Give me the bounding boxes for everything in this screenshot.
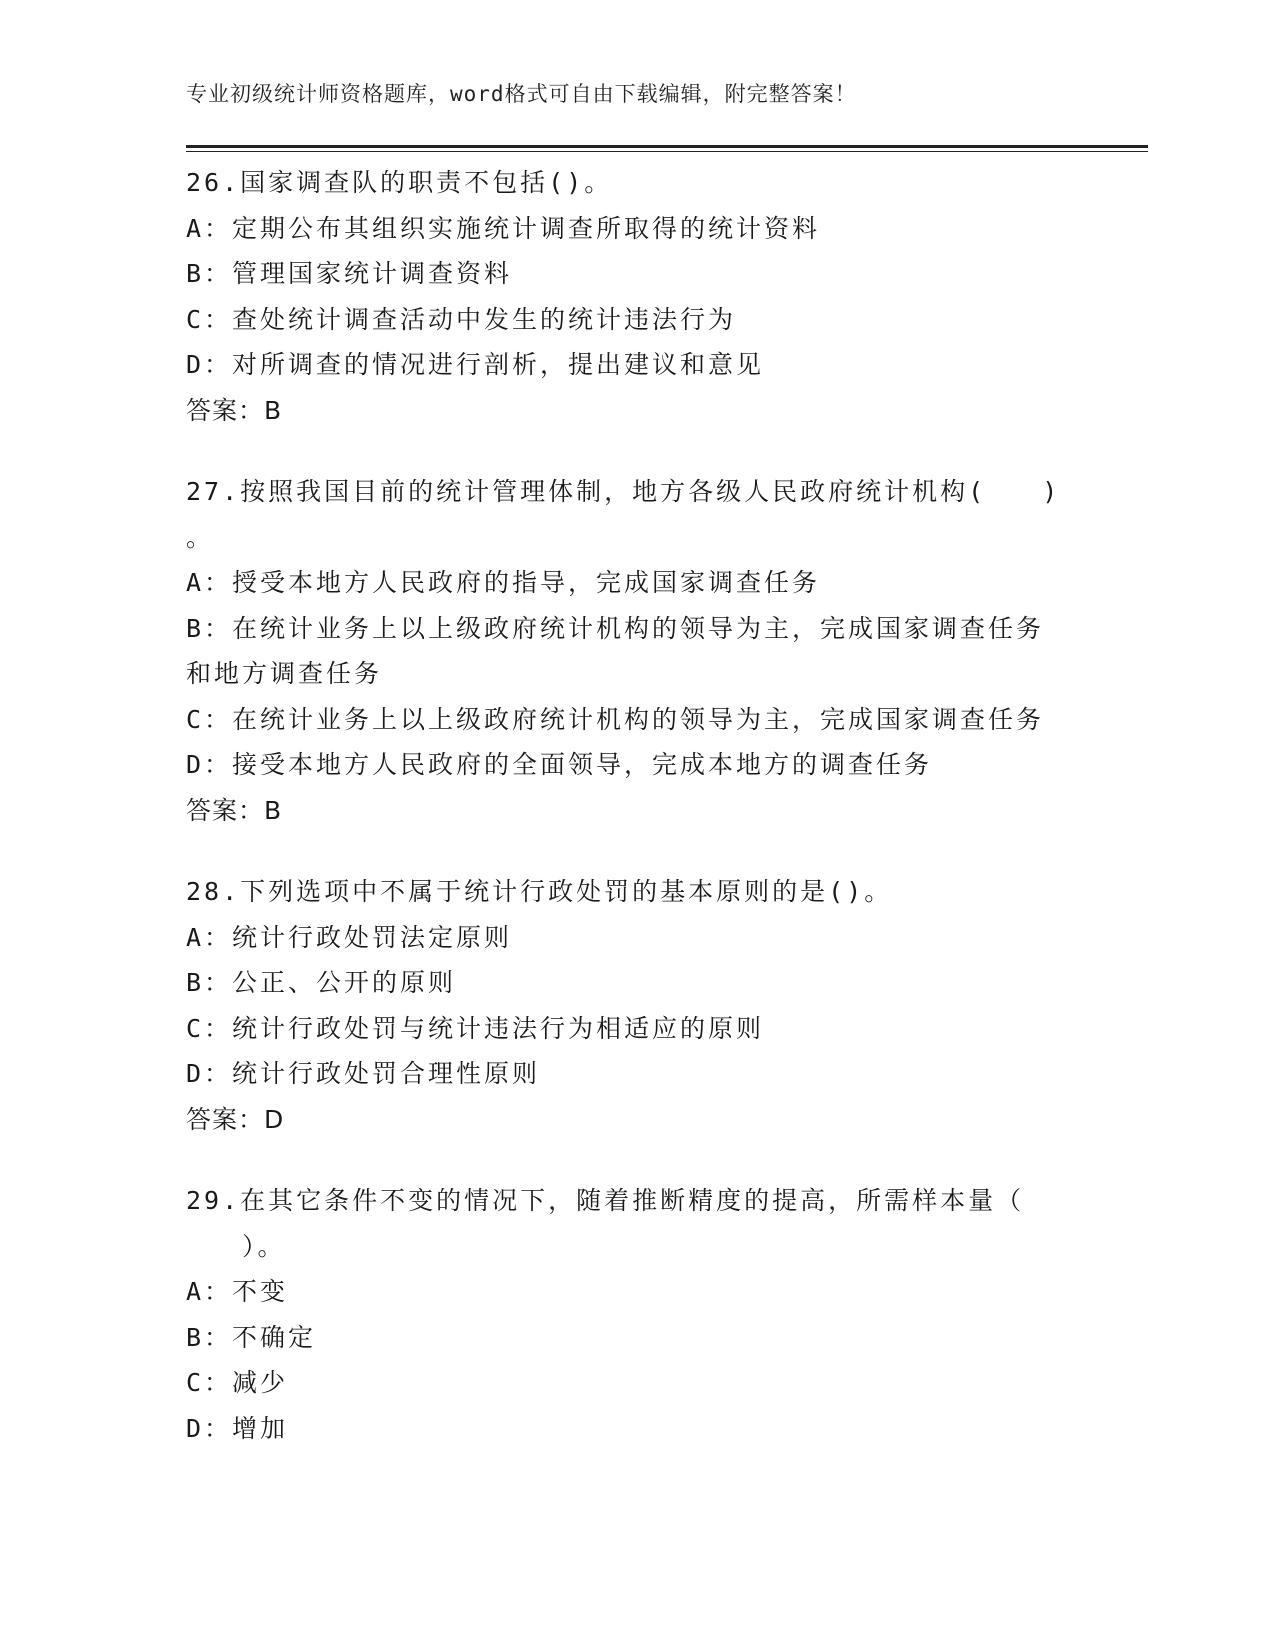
page-header: 专业初级统计师资格题库，word格式可自由下载编辑，附完整答案！ xyxy=(186,82,857,106)
answer-label: 答案：B xyxy=(186,795,283,825)
question-26 xyxy=(186,160,1076,433)
option-b: B：在统计业务上以上级政府统计机构的领导为主，完成国家调查任务 xyxy=(186,613,1045,643)
question-stem: 27.按照我国目前的统计管理体制，地方各级人民政府统计机构( ) xyxy=(186,477,1061,506)
question-stem-continuation: 。 xyxy=(186,522,215,552)
option-d: D：统计行政处罚合理性原则 xyxy=(186,1059,541,1088)
option-c: C：减少 xyxy=(186,1368,289,1397)
option-c: C：在统计业务上以上级政府统计机构的领导为主，完成国家调查任务 xyxy=(186,704,1045,734)
answer-label: 答案：B xyxy=(186,395,283,425)
question-list xyxy=(186,160,1076,1487)
option-b: B：不确定 xyxy=(186,1322,317,1352)
question-29 xyxy=(186,1178,1076,1451)
question-stem: 29.在其它条件不变的情况下，随着推断精度的提高，所需样本量（ xyxy=(186,1186,1025,1215)
header-divider-thin xyxy=(186,151,1148,152)
question-stem: 26.国家调查队的职责不包括()。 xyxy=(186,168,613,197)
answer-label: 答案：D xyxy=(186,1104,285,1134)
option-b: B：公正、公开的原则 xyxy=(186,968,457,997)
header-divider-thick xyxy=(186,145,1148,148)
question-28 xyxy=(186,869,1076,1142)
option-d: D：接受本地方人民政府的全面领导，完成本地方的调查任务 xyxy=(186,750,933,779)
option-c: C：统计行政处罚与统计违法行为相适应的原则 xyxy=(186,1013,765,1043)
option-d: D：增加 xyxy=(186,1413,289,1443)
question-stem: 28.下列选项中不属于统计行政处罚的基本原则的是()。 xyxy=(186,877,893,906)
question-27 xyxy=(186,469,1076,833)
option-c: C：查处统计调查活动中发生的统计违法行为 xyxy=(186,304,737,334)
option-a: A：统计行政处罚法定原则 xyxy=(186,922,513,952)
option-a: A：定期公布其组织实施统计调查所取得的统计资料 xyxy=(186,213,821,243)
option-d: D：对所调查的情况进行剖析，提出建议和意见 xyxy=(186,350,765,379)
option-a: A：不变 xyxy=(186,1277,289,1306)
option-b-continuation: 和地方调查任务 xyxy=(186,659,383,688)
question-stem-continuation: ）。 xyxy=(186,1231,286,1261)
option-a: A：授受本地方人民政府的指导，完成国家调查任务 xyxy=(186,568,821,597)
option-b: B：管理国家统计调查资料 xyxy=(186,259,513,288)
